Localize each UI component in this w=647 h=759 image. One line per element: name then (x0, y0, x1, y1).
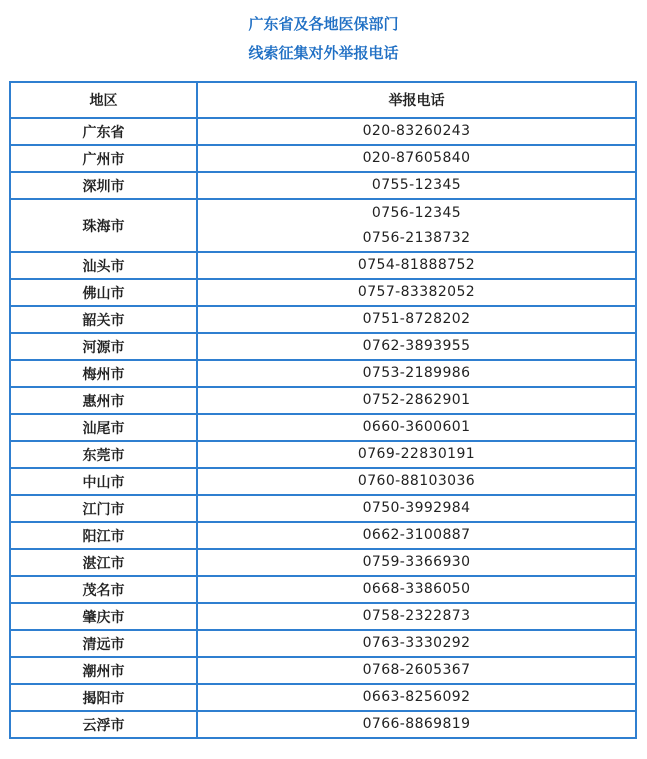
phone-cell (197, 630, 636, 657)
table-row (10, 172, 636, 199)
phone-number: 0759-3366930 (362, 554, 471, 570)
phone-number: 020-83260243 (362, 123, 471, 139)
phone-number: 0750-3992984 (362, 500, 471, 516)
table-row (10, 333, 636, 360)
phone-number: 0757-83382052 (357, 284, 476, 300)
table-row (10, 306, 636, 333)
phone-cell (197, 252, 636, 279)
region-cell: 广东省 (10, 118, 197, 145)
phone-number: 0751-8728202 (362, 311, 471, 327)
phone-number: 0756-2138732 (362, 229, 471, 246)
phone-number: 0755-12345 (371, 177, 462, 193)
table-row (10, 441, 636, 468)
region-cell: 阳江市 (10, 522, 197, 549)
region-cell: 佛山市 (10, 279, 197, 306)
phone-cell (197, 306, 636, 333)
table-row (10, 630, 636, 657)
phone-number: 0662-3100887 (362, 527, 471, 543)
region-cell: 珠海市 (10, 199, 197, 252)
column-header-region: 地区 (10, 82, 197, 118)
table-row (10, 468, 636, 495)
phone-cell (197, 576, 636, 603)
page-title-line2: 线索征集对外举报电话 (248, 44, 399, 62)
table-header-row (10, 82, 636, 118)
phone-number: 0752-2862901 (362, 392, 471, 408)
table-row (10, 414, 636, 441)
phone-number: 0766-8869819 (362, 716, 471, 732)
phone-number: 0768-2605367 (362, 662, 471, 678)
phone-number: 0763-3330292 (362, 635, 471, 651)
phone-cell (197, 199, 636, 252)
phone-cell (197, 711, 636, 738)
phone-cell (197, 603, 636, 630)
region-cell: 汕尾市 (10, 414, 197, 441)
table-row (10, 711, 636, 738)
region-cell: 韶关市 (10, 306, 197, 333)
table-row (10, 603, 636, 630)
table-row (10, 145, 636, 172)
region-cell: 梅州市 (10, 360, 197, 387)
phone-cell (197, 441, 636, 468)
phone-cell (197, 145, 636, 172)
phone-cell (197, 657, 636, 684)
phone-number: 0758-2322873 (362, 608, 471, 624)
region-cell: 湛江市 (10, 549, 197, 576)
region-cell: 深圳市 (10, 172, 197, 199)
phone-number: 0663-8256092 (362, 689, 471, 705)
region-cell: 河源市 (10, 333, 197, 360)
table-row (10, 495, 636, 522)
phone-number: 0753-2189986 (362, 365, 471, 381)
table-row (10, 522, 636, 549)
phone-number: 0762-3893955 (362, 338, 471, 354)
phone-number: 0754-81888752 (357, 257, 476, 273)
phone-cell (197, 522, 636, 549)
page-title-line1: 广东省及各地医保部门 (248, 15, 399, 33)
phone-cell (197, 387, 636, 414)
table-row (10, 252, 636, 279)
region-cell: 茂名市 (10, 576, 197, 603)
table-row (10, 576, 636, 603)
region-cell: 潮州市 (10, 657, 197, 684)
region-cell: 中山市 (10, 468, 197, 495)
phone-number: 0760-88103036 (357, 473, 476, 489)
phone-cell (197, 333, 636, 360)
phone-number: 020-87605840 (362, 150, 471, 166)
hotline-table (9, 81, 637, 739)
table-row (10, 684, 636, 711)
phone-number: 0668-3386050 (362, 581, 471, 597)
region-cell: 惠州市 (10, 387, 197, 414)
region-cell: 东莞市 (10, 441, 197, 468)
table-row (10, 360, 636, 387)
table-row (10, 657, 636, 684)
phone-number: 0660-3600601 (362, 419, 471, 435)
phone-cell (197, 414, 636, 441)
phone-cell (197, 118, 636, 145)
phone-cell (197, 279, 636, 306)
table-row (10, 199, 636, 252)
phone-number: 0756-12345 (371, 204, 462, 221)
phone-cell (197, 684, 636, 711)
table-row (10, 549, 636, 576)
region-cell: 肇庆市 (10, 603, 197, 630)
phone-cell (197, 495, 636, 522)
table-row (10, 279, 636, 306)
region-cell: 广州市 (10, 145, 197, 172)
phone-cell (197, 549, 636, 576)
region-cell: 汕头市 (10, 252, 197, 279)
table-row (10, 118, 636, 145)
region-cell: 江门市 (10, 495, 197, 522)
phone-cell (197, 172, 636, 199)
phone-cell (197, 360, 636, 387)
phone-cell (197, 468, 636, 495)
region-cell: 清远市 (10, 630, 197, 657)
table-body (10, 118, 636, 738)
phone-number: 0769-22830191 (357, 446, 476, 462)
table-row (10, 387, 636, 414)
region-cell: 揭阳市 (10, 684, 197, 711)
column-header-phone: 举报电话 (197, 82, 636, 118)
region-cell: 云浮市 (10, 711, 197, 738)
